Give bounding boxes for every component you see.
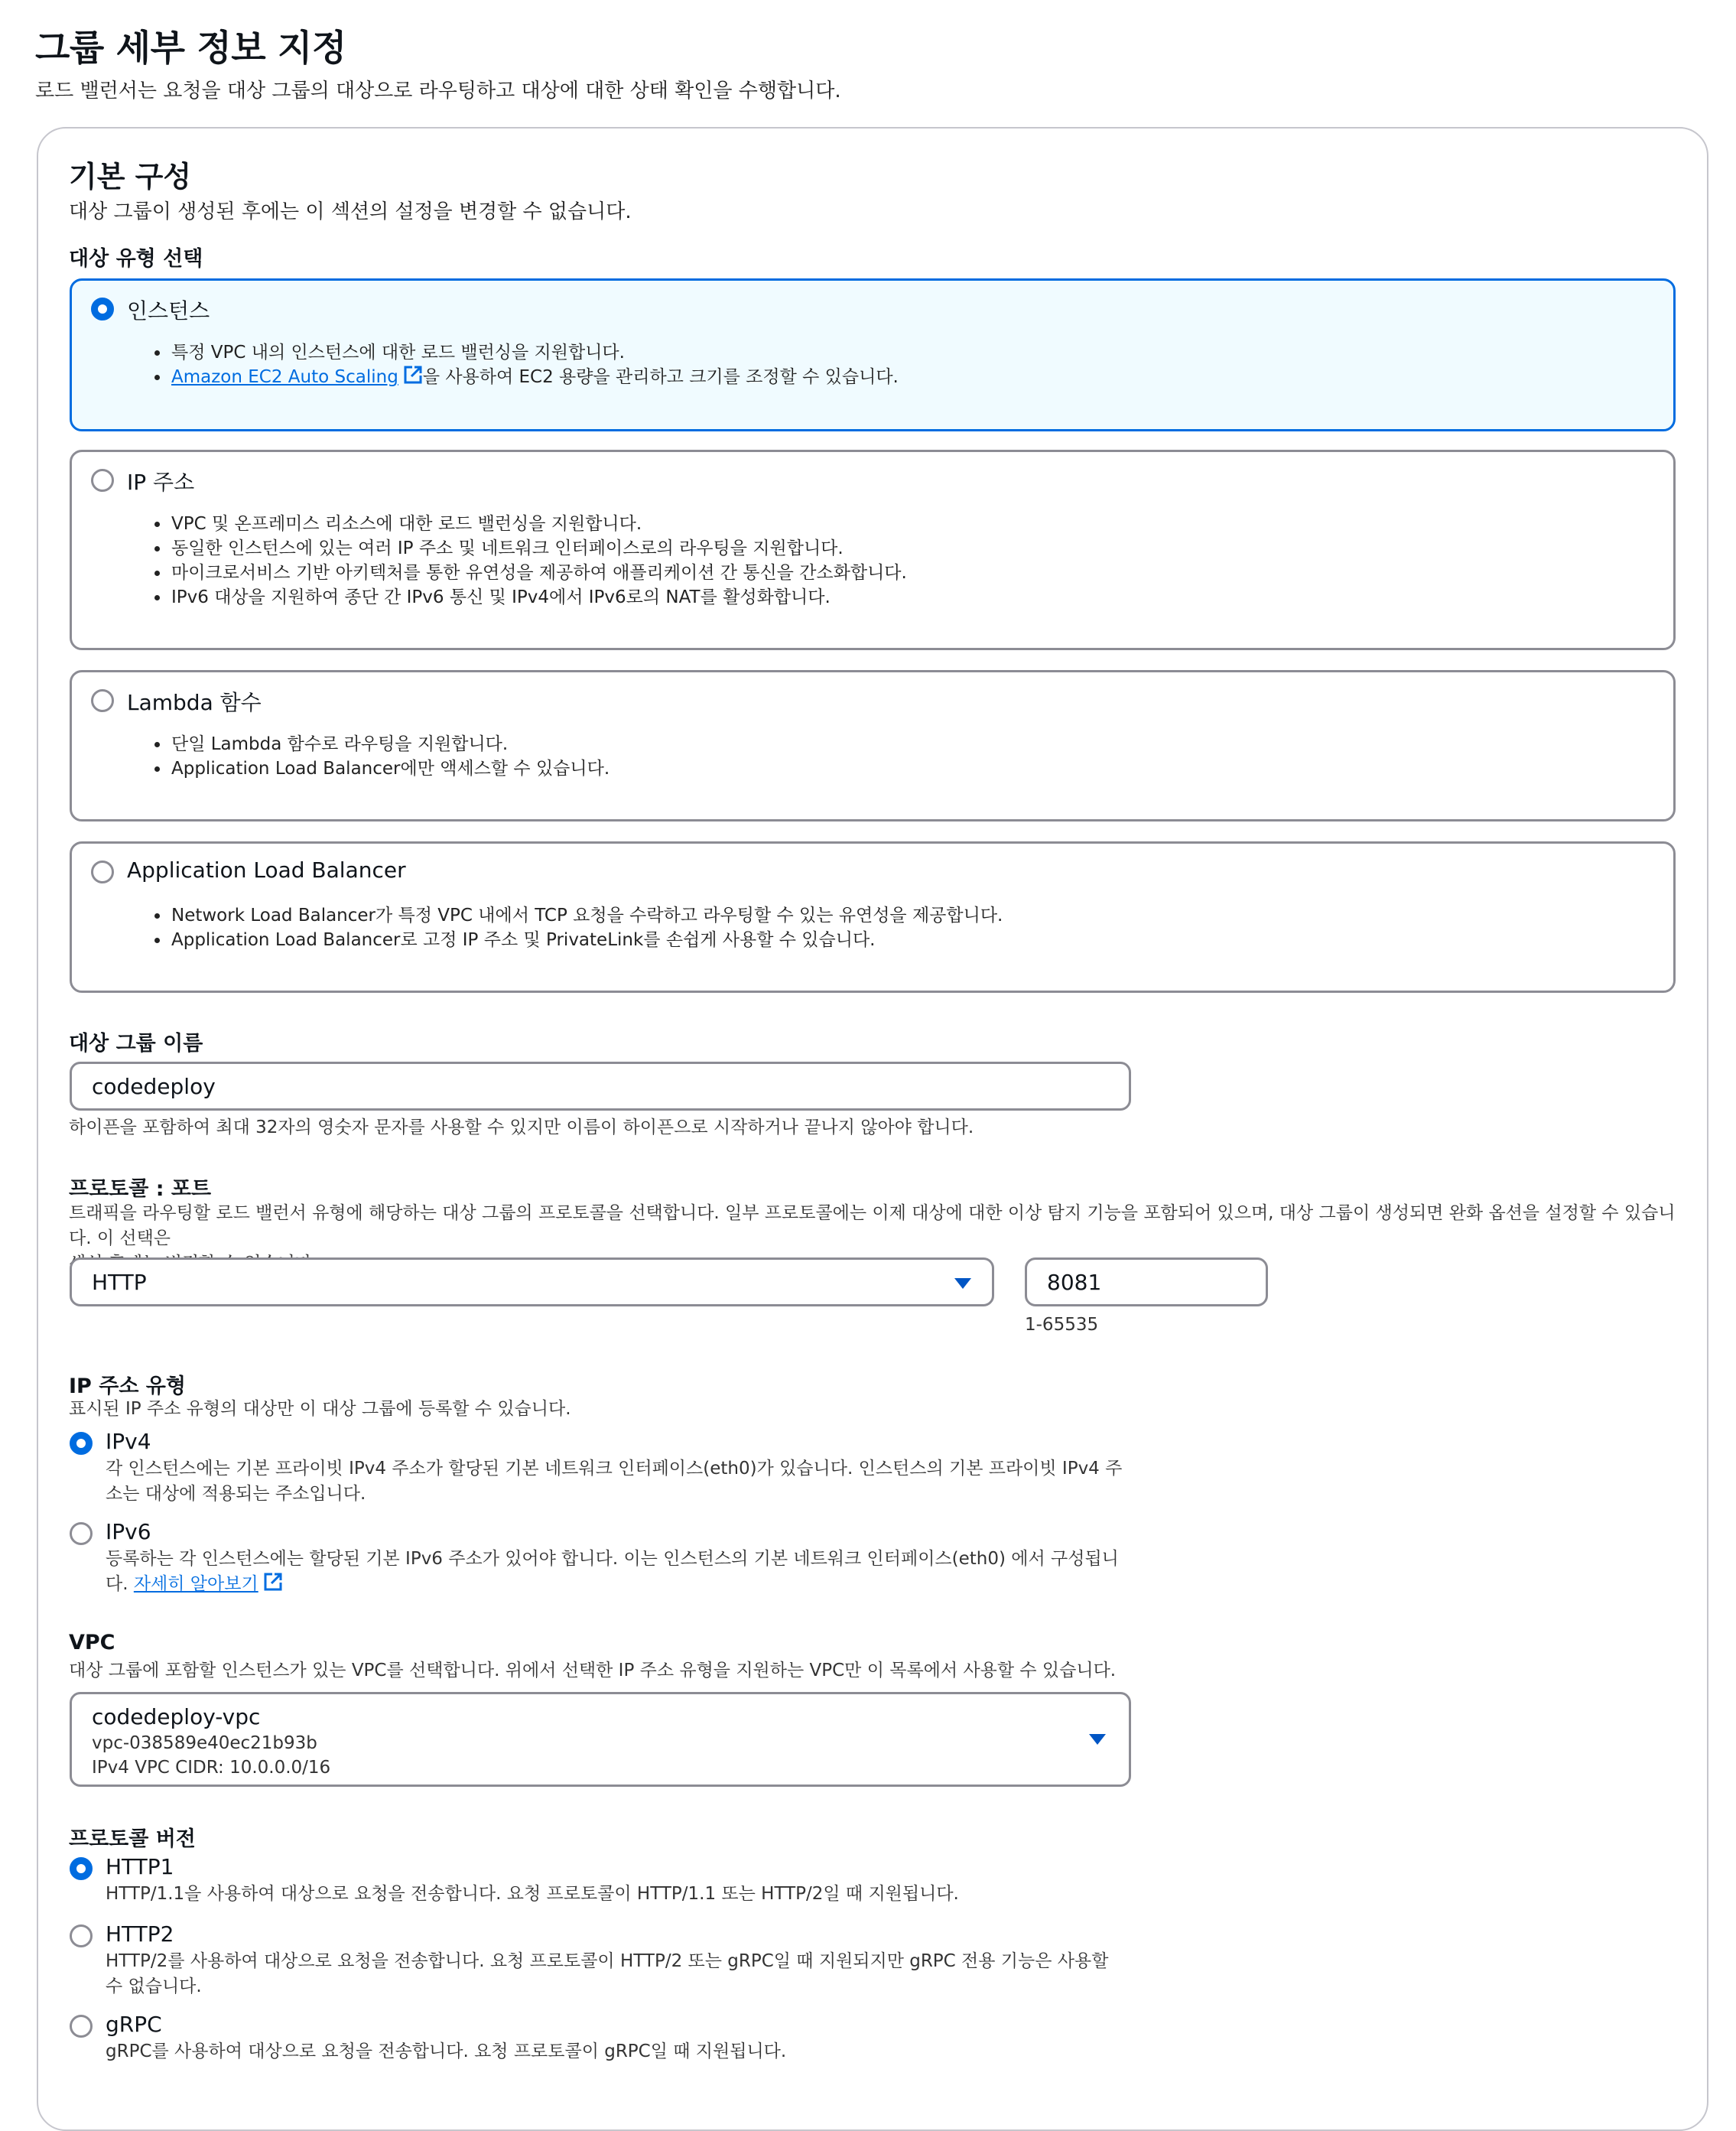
target-type-label: 대상 유형 선택 <box>69 247 203 271</box>
protocol-select[interactable] <box>70 1257 994 1306</box>
radio-lambda[interactable] <box>91 689 114 712</box>
protocol-version-label: 프로토콜 버전 <box>69 1827 196 1851</box>
external-link-icon <box>263 1572 283 1599</box>
page-title: 그룹 세부 정보 지정 <box>35 28 346 70</box>
grpc-title: gRPC <box>106 2012 162 2037</box>
http2-title: HTTP2 <box>106 1921 174 1947</box>
ip-type-hint: 표시된 IP 주소 유형의 대상만 이 대상 그룹에 등록할 수 있습니다. <box>69 1399 571 1419</box>
radio-alb[interactable] <box>91 861 114 883</box>
http1-title: HTTP1 <box>106 1854 174 1879</box>
caret-down-icon <box>1089 1734 1106 1745</box>
target-type-instances[interactable] <box>70 278 1676 431</box>
target-type-ip[interactable] <box>70 450 1676 650</box>
ec2-auto-scaling-link[interactable]: Amazon EC2 Auto Scaling <box>171 367 398 387</box>
ipv6-title: IPv6 <box>106 1519 151 1544</box>
tile-bullets <box>171 732 610 781</box>
tile-title: 인스턴스 <box>127 298 210 324</box>
ipv6-desc-block <box>106 1547 1130 1599</box>
bullet: IPv6 대상을 지원하여 종단 간 IPv6 통신 및 IPv4에서 IPv6로의 NAT를 활성화합니다. <box>171 585 907 610</box>
section-description: 대상 그룹이 생성된 후에는 이 섹션의 설정을 변경할 수 없습니다. <box>69 200 632 223</box>
radio-ipv6[interactable] <box>70 1522 93 1545</box>
learn-more-link[interactable]: 자세히 알아보기 <box>133 1574 258 1594</box>
radio-http2[interactable] <box>70 1924 93 1947</box>
http2-desc: HTTP/2를 사용하여 대상으로 요청을 전송합니다. 요청 프로토콜이 HTTP/2 또는 gRPC일 때 지원되지만 gRPC 전용 기능은 사용할 수 없습니다. <box>106 1951 1109 1996</box>
vpc-cidr: IPv4 VPC CIDR: 10.0.0.0/16 <box>92 1758 331 1778</box>
tile-title: Lambda 함수 <box>127 690 262 715</box>
bullet: 특정 VPC 내의 인스턴스에 대한 로드 밸런싱을 지원합니다. <box>171 340 899 365</box>
tile-bullets <box>171 903 1003 952</box>
http1-desc: HTTP/1.1을 사용하여 대상으로 요청을 전송합니다. 요청 프로토콜이 HTTP/1.1 또는 HTTP/2일 때 지원됩니다. <box>106 1884 959 1904</box>
protocol-selected-value: HTTP <box>92 1269 147 1295</box>
bullet-text: 을 사용하여 EC2 용량을 관리하고 크기를 조정할 수 있습니다. <box>422 367 899 387</box>
port-hint: 1-65535 <box>1025 1315 1099 1335</box>
ipv4-title: IPv4 <box>106 1429 151 1454</box>
tile-bullets <box>171 340 899 392</box>
bullet: Network Load Balancer가 특정 VPC 내에서 TCP 요청을 수락하고 라우팅할 수 있는 유연성을 제공합니다. <box>171 903 1003 928</box>
protocol-label: 프로토콜 : 포트 <box>69 1177 212 1201</box>
caret-down-icon <box>954 1278 971 1289</box>
tile-title: Application Load Balancer <box>127 857 406 883</box>
tile-title: IP 주소 <box>127 470 195 495</box>
vpc-select[interactable] <box>70 1692 1131 1787</box>
external-link-icon <box>403 365 423 392</box>
target-type-lambda[interactable] <box>70 670 1676 821</box>
bullet: Application Load Balancer에만 액세스할 수 있습니다. <box>171 756 610 781</box>
group-name-input[interactable]: codedeploy <box>70 1062 1131 1111</box>
grpc-desc: gRPC를 사용하여 대상으로 요청을 전송합니다. 요청 프로토콜이 gRPC일 때 지원됩니다. <box>106 2042 787 2061</box>
bullet: 마이크로서비스 기반 아키텍처를 통한 유연성을 제공하여 애플리케이션 간 통신을 간소화합니다. <box>171 561 907 585</box>
vpc-hint: 대상 그룹에 포함할 인스턴스가 있는 VPC를 선택합니다. 위에서 선택한 IP 주소 유형을 지원하는 VPC만 이 목록에서 사용할 수 있습니다. <box>69 1661 1117 1680</box>
ip-type-label: IP 주소 유형 <box>69 1375 186 1398</box>
bullet <box>171 365 899 392</box>
radio-ipv4[interactable] <box>70 1432 93 1455</box>
bullet: 동일한 인스턴스에 있는 여러 IP 주소 및 네트워크 인터페이스로의 라우팅을 지원합니다. <box>171 536 907 561</box>
section-title: 기본 구성 <box>69 160 192 194</box>
vpc-name: codedeploy-vpc <box>92 1704 261 1729</box>
ipv4-desc: 각 인스턴스에는 기본 프라이빗 IPv4 주소가 할당된 기본 네트워크 인터페이스(eth0)가 있습니다. 인스턴스의 기본 프라이빗 IPv4 주소는 대상에 적용되는 주소입니다. <box>106 1459 1123 1504</box>
ipv6-desc: 등록하는 각 인스턴스에는 할당된 기본 IPv6 주소가 있어야 합니다. 이는 인스턴스의 기본 네트워크 인터페이스(eth0) 에서 구성됩니다. <box>106 1549 1119 1594</box>
radio-http1[interactable] <box>70 1857 93 1880</box>
radio-instances[interactable] <box>91 298 114 320</box>
vpc-label: VPC <box>69 1631 115 1654</box>
group-name-hint: 하이픈을 포함하여 최대 32자의 영숫자 문자를 사용할 수 있지만 이름이 하이픈으로 시작하거나 끝나지 않아야 합니다. <box>69 1118 974 1137</box>
protocol-hint-line1: 트래픽을 라우팅할 로드 밸런서 유형에 해당하는 대상 그룹의 프로토콜을 선택합니다. 일부 프로토콜에는 이제 대상에 대한 이상 탐지 기능을 포함되어 있으며, 대상 그룹이 생성되면 완화 옵션을 설정할 수 있습니다. 이 선택은 <box>69 1203 1676 1248</box>
radio-grpc[interactable] <box>70 2015 93 2038</box>
port-input[interactable]: 8081 <box>1025 1257 1268 1306</box>
vpc-id: vpc-038589e40ec21b93b <box>92 1733 317 1753</box>
bullet: 단일 Lambda 함수로 라우팅을 지원합니다. <box>171 732 610 756</box>
radio-ip[interactable] <box>91 469 114 492</box>
tile-bullets <box>171 512 907 610</box>
page-subtitle: 로드 밸런서는 요청을 대상 그룹의 대상으로 라우팅하고 대상에 대한 상태 확인을 수행합니다. <box>35 80 841 102</box>
bullet: VPC 및 온프레미스 리소스에 대한 로드 밸런싱을 지원합니다. <box>171 512 907 536</box>
target-type-alb[interactable] <box>70 841 1676 993</box>
group-name-label: 대상 그룹 이름 <box>69 1032 203 1056</box>
bullet: Application Load Balancer로 고정 IP 주소 및 PrivateLink를 손쉽게 사용할 수 있습니다. <box>171 928 1003 952</box>
